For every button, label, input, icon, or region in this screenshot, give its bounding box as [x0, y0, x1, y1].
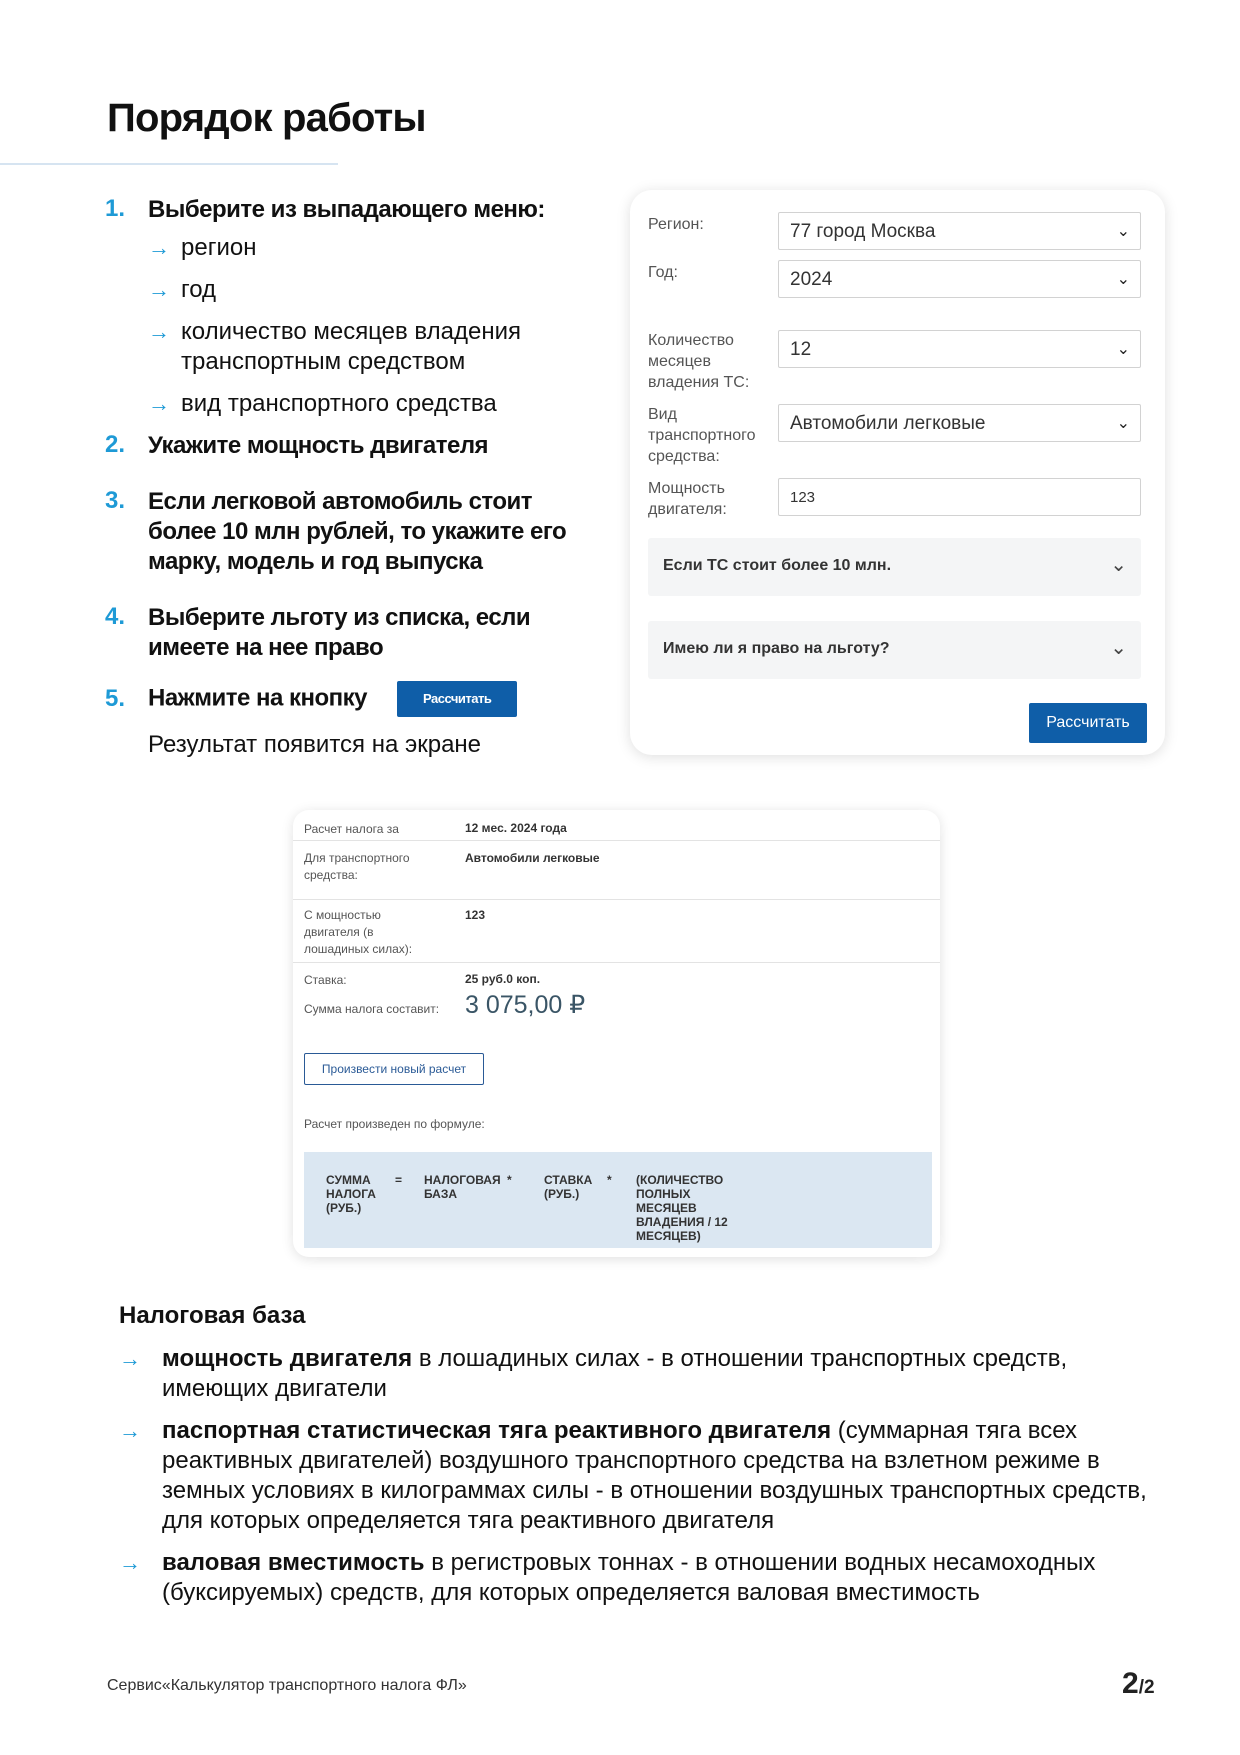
step-text: Если легковой автомобиль стоит более 10 млн рублей, то укажите его марку, модель и год выпуска [148, 488, 567, 575]
step-number: 4. [105, 603, 126, 630]
chevron-down-icon: ⌄ [1116, 415, 1130, 432]
arrow-right-icon: → [119, 1550, 141, 1575]
arrow-right-icon: → [148, 277, 170, 302]
list-item: → количество месяцев владения транспортным средством [148, 318, 521, 375]
formula-box [304, 1152, 932, 1248]
calculate-button-example[interactable]: Рассчитать [397, 681, 517, 717]
formula-base: НАЛОГОВАЯ БАЗА [424, 1173, 501, 1201]
chevron-down-icon: ⌄ [1110, 637, 1127, 659]
new-calculation-button[interactable]: Произвести новый расчет [304, 1053, 484, 1085]
step-1 [105, 195, 625, 419]
year-label: Год: [648, 264, 678, 281]
formula-multiply: * [607, 1173, 612, 1187]
list-item: → регион [148, 234, 257, 261]
accordion-price-over-10m[interactable]: Если ТС стоит более 10 млн. ⌄ [648, 538, 1141, 596]
list-item: → год [148, 276, 217, 303]
result-row-power: С мощностью двигателя (в лошадиных силах): 123 [293, 900, 940, 963]
formula-sum: СУММА НАЛОГА (РУБ.) [326, 1173, 376, 1215]
months-help-link[interactable]: Количество месяцев владения ТС: [648, 332, 750, 391]
step-5-result-note: Результат появится на экране [148, 731, 482, 758]
step-4 [105, 603, 625, 663]
result-card [293, 810, 940, 1257]
step-2 [105, 431, 625, 461]
chevron-down-icon: ⌄ [1110, 554, 1127, 576]
region-label: Регион: [648, 216, 704, 233]
calculate-button[interactable]: Рассчитать [1029, 703, 1147, 743]
footer-service-name: Сервис«Калькулятор транспортного налога ФЛ» [107, 1677, 467, 1694]
result-row-vehicle: Для транспортного средства: Автомобили легковые [293, 841, 940, 900]
step-1-sublist [148, 233, 625, 419]
step-number: 2. [105, 431, 126, 458]
arrow-right-icon: → [148, 235, 170, 260]
result-row-rate: Ставка: 25 руб.0 коп. [304, 972, 541, 987]
result-row-period: Расчет налога за 12 мес. 2024 года [293, 810, 940, 841]
power-label: Мощность двигателя: [648, 480, 727, 518]
months-select[interactable]: 12 ⌄ [778, 330, 1141, 368]
vehicle-type-select[interactable]: Автомобили легковые ⌄ [778, 404, 1141, 442]
chevron-down-icon: ⌄ [1116, 271, 1130, 288]
page-number: 2/2 [1122, 1667, 1155, 1700]
step-number: 3. [105, 487, 126, 514]
step-text: Выберите льготу из списка, если имеете на нее право [148, 604, 531, 661]
calculator-form [630, 190, 1165, 755]
year-select[interactable]: 2024 ⌄ [778, 260, 1141, 298]
list-item: → валовая вместимость в регистровых тоннах - в отношении водных несамоходных (буксируемых) средств, для которых определяется валовая вместимость [119, 1549, 1096, 1606]
tax-base-title: Налоговая база [119, 1302, 306, 1329]
formula-label: Расчет произведен по формуле: [304, 1117, 485, 1131]
arrow-right-icon: → [148, 319, 170, 344]
formula-rate: СТАВКА (РУБ.) [544, 1173, 593, 1201]
arrow-right-icon: → [148, 391, 170, 416]
arrow-right-icon: → [119, 1346, 141, 1371]
arrow-right-icon: → [119, 1418, 141, 1443]
formula-multiply: * [507, 1173, 512, 1187]
list-item: → мощность двигателя в лошадиных силах - в отношении транспортных средств, имеющих двигатели [119, 1345, 1068, 1402]
sum-label: Сумма налога составит: [304, 1002, 440, 1016]
formula-months: (КОЛИЧЕСТВО ПОЛНЫХ МЕСЯЦЕВ ВЛАДЕНИЯ / 12 МЕСЯЦЕВ) [636, 1173, 728, 1243]
region-select[interactable]: 77 город Москва ⌄ [778, 212, 1141, 250]
chevron-down-icon: ⌄ [1116, 223, 1130, 240]
step-number: 1. [105, 195, 126, 222]
months-label[interactable] [648, 330, 756, 393]
step-text: Укажите мощность двигателя [148, 432, 489, 459]
tax-base-list [119, 1344, 1159, 1620]
step-5 [105, 681, 625, 759]
page-title: Порядок работы [107, 96, 426, 140]
step-text: Выберите из выпадающего меню: [148, 196, 545, 223]
list-item: → паспортная статистическая тяга реактивного двигателя (суммарная тяга всех реактивных двигателей) воздушного транспортного средства на взлетном режиме в земных условиях в килограммах силы - в отношении воздушных транспортных средств, для которых определяется тяга реактивного двигателя [119, 1417, 1147, 1534]
step-text: Нажмите на кнопку Рассчитать [148, 681, 625, 717]
power-input[interactable]: 123 [778, 478, 1141, 516]
steps-list [105, 195, 625, 759]
title-underline [0, 163, 338, 165]
step-number: 5. [105, 685, 126, 712]
formula-equals: = [395, 1173, 403, 1187]
step-3 [105, 487, 625, 577]
accordion-benefit[interactable]: Имею ли я право на льготу? ⌄ [648, 621, 1141, 679]
list-item: → вид транспортного средства [148, 390, 497, 417]
vehicle-type-label: Вид транспортного средства: [648, 406, 756, 465]
sum-value: 3 075,00 ₽ [465, 991, 586, 1019]
chevron-down-icon: ⌄ [1116, 341, 1130, 358]
